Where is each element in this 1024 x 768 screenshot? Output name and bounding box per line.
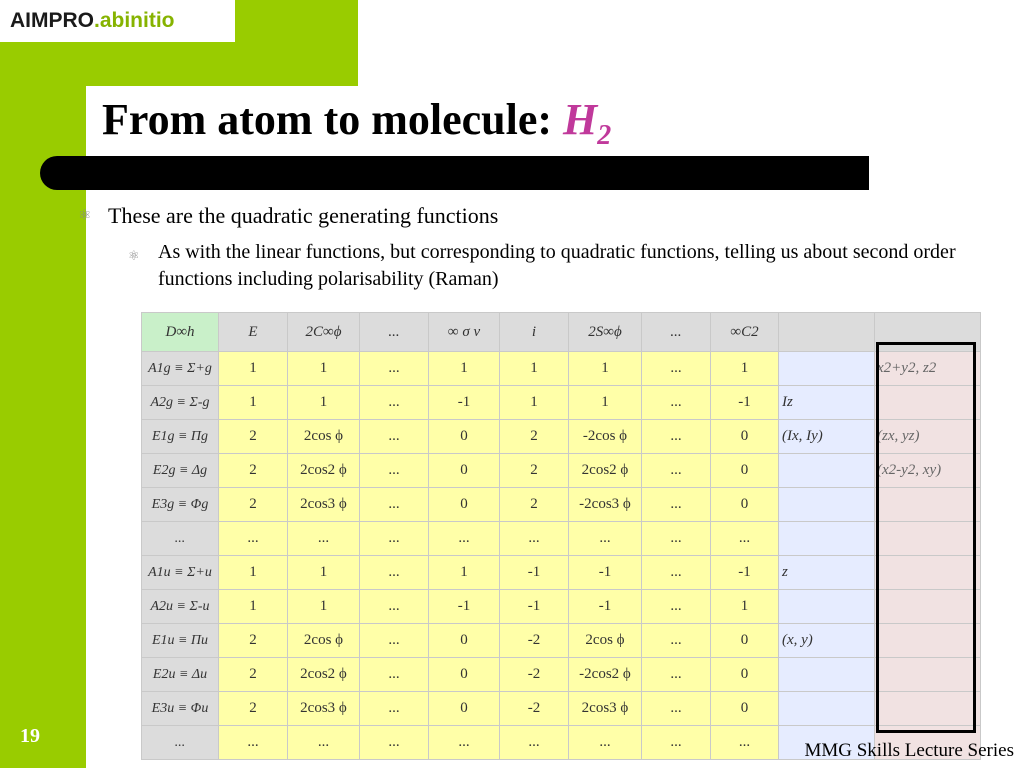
table-row [142,488,981,522]
character-value: ... [642,522,711,556]
character-value: -1 [569,590,642,624]
character-value: ... [360,454,429,488]
irrep-label: E2u ≡ Δu [142,658,219,692]
title-molecule-symbol: H [563,95,598,144]
character-value: 0 [429,692,500,726]
irrep-label: ... [142,522,219,556]
slide-title [102,94,611,152]
character-value: 2cos3 ϕ [569,692,642,726]
logo-part1: AIMPRO [10,9,94,32]
character-value: 0 [429,658,500,692]
character-value: -2 [500,692,569,726]
character-value: ... [219,726,288,760]
quadratic-function [875,590,981,624]
character-value: ... [360,522,429,556]
character-value: ... [288,522,360,556]
character-value: ... [642,454,711,488]
quadratic-function: (x2-y2, xy) [875,454,981,488]
character-value: ... [711,726,779,760]
title-underline-bar [40,156,869,190]
quadratic-function [875,692,981,726]
character-value: 2cos ϕ [288,624,360,658]
irrep-label: E3u ≡ Φu [142,692,219,726]
character-value: 0 [429,420,500,454]
character-value: ... [360,658,429,692]
character-value: 1 [569,386,642,420]
character-table [141,312,980,750]
character-value: ... [360,352,429,386]
character-value: ... [500,726,569,760]
character-value: ... [360,726,429,760]
character-value: -2 [500,624,569,658]
character-value: 0 [711,488,779,522]
character-value: ... [288,726,360,760]
table-row [142,454,981,488]
linear-function: Iz [779,386,875,420]
character-value: 1 [429,352,500,386]
character-value: 1 [219,556,288,590]
linear-function [779,352,875,386]
column-header: ∞ σ v [429,313,500,352]
atom-bullet-icon: ⚛ [78,208,92,224]
table-row [142,590,981,624]
character-value: 1 [569,352,642,386]
quadratic-function [875,522,981,556]
bullet-level2 [128,239,1008,293]
character-value: ... [219,522,288,556]
character-value: ... [569,726,642,760]
linear-function [779,692,875,726]
character-value: ... [500,522,569,556]
group-label: D∞h [142,313,219,352]
character-value: ... [360,488,429,522]
character-value: 1 [219,352,288,386]
quadratic-function: x2+y2, z2 [875,352,981,386]
character-value: ... [642,386,711,420]
table-row [142,420,981,454]
character-value: 2cos ϕ [288,420,360,454]
character-value: -1 [429,590,500,624]
logo [0,0,235,42]
quadratic-function [875,624,981,658]
character-value: 1 [219,386,288,420]
character-value: -2cos2 ϕ [569,658,642,692]
green-sidebar [0,0,86,768]
bullet-level1 [78,203,499,229]
column-header: ∞C2 [711,313,779,352]
character-value: 1 [288,352,360,386]
character-value: 1 [500,352,569,386]
irrep-label: ... [142,726,219,760]
character-value: ... [642,658,711,692]
column-header: ... [642,313,711,352]
character-value: 0 [711,692,779,726]
character-value: -1 [711,556,779,590]
irrep-label: E1u ≡ Πu [142,624,219,658]
table-row [142,522,981,556]
character-value: 1 [219,590,288,624]
table-row [142,658,981,692]
character-value: 0 [429,624,500,658]
table-row [142,556,981,590]
character-value: 0 [711,454,779,488]
irrep-label: E3g ≡ Φg [142,488,219,522]
character-value: ... [642,590,711,624]
character-value: 2cos2 ϕ [288,454,360,488]
atom-bullet-icon: ⚛ [128,248,140,263]
linear-function [779,488,875,522]
character-value: 2 [219,624,288,658]
character-value: 2cos3 ϕ [288,488,360,522]
character-value: ... [360,420,429,454]
character-value: 2 [219,420,288,454]
character-value: 2 [219,488,288,522]
character-value: ... [569,522,642,556]
character-value: 2 [219,454,288,488]
character-value: -1 [500,556,569,590]
title-molecule-subscript: 2 [597,119,612,151]
table-row [142,692,981,726]
character-value: ... [429,522,500,556]
linear-function [779,658,875,692]
character-value: 1 [288,590,360,624]
table-row [142,386,981,420]
character-value: ... [642,556,711,590]
slide-number: 19 [20,725,40,747]
character-value: -1 [569,556,642,590]
column-header [779,313,875,352]
character-value: -2cos ϕ [569,420,642,454]
character-value: ... [360,556,429,590]
character-value: 2 [500,420,569,454]
character-value: -1 [711,386,779,420]
irrep-label: A2g ≡ Σ-g [142,386,219,420]
character-value: 1 [711,352,779,386]
irrep-label: E1g ≡ Πg [142,420,219,454]
character-value: 0 [711,420,779,454]
logo-text [10,9,175,33]
column-header: i [500,313,569,352]
title-text: From atom to molecule: [102,95,564,144]
table-header-row [142,313,981,352]
character-value: 0 [429,488,500,522]
character-value: ... [429,726,500,760]
character-value: ... [642,726,711,760]
quadratic-function [875,658,981,692]
character-value: 2 [500,454,569,488]
character-value: 2cos2 ϕ [288,658,360,692]
character-value: -1 [500,590,569,624]
bullet-level2-text: As with the linear functions, but corresponding to quadratic functions, telling us about second order functions including polarisability (Raman) [158,241,956,290]
title-molecule [563,95,612,151]
character-value: -1 [429,386,500,420]
character-value: ... [642,420,711,454]
character-value: 2 [500,488,569,522]
character-value: ... [711,522,779,556]
linear-function [779,522,875,556]
character-value: -2cos3 ϕ [569,488,642,522]
character-table-grid [141,312,981,760]
irrep-label: E2g ≡ Δg [142,454,219,488]
character-value: 1 [711,590,779,624]
column-header: 2C∞ϕ [288,313,360,352]
character-value: 2cos2 ϕ [569,454,642,488]
character-value: ... [642,624,711,658]
quadratic-function [875,556,981,590]
character-value: 0 [711,624,779,658]
character-value: ... [360,624,429,658]
character-value: 0 [429,454,500,488]
quadratic-function: (zx, yz) [875,420,981,454]
linear-function: (x, y) [779,624,875,658]
character-value: ... [360,386,429,420]
character-value: 1 [288,556,360,590]
linear-function: (Ix, Iy) [779,420,875,454]
character-value: 1 [429,556,500,590]
linear-function: z [779,556,875,590]
character-value: ... [642,488,711,522]
column-header: E [219,313,288,352]
character-value: 2cos3 ϕ [288,692,360,726]
column-header: 2S∞ϕ [569,313,642,352]
character-value: -2 [500,658,569,692]
table-row [142,352,981,386]
character-value: 2cos ϕ [569,624,642,658]
character-value: 2 [219,692,288,726]
character-value: 1 [500,386,569,420]
linear-function [779,454,875,488]
character-value: 1 [288,386,360,420]
quadratic-function [875,386,981,420]
character-value: 0 [711,658,779,692]
bullet-level1-text: These are the quadratic generating functions [108,203,499,228]
logo-part2: .abinitio [94,9,175,32]
column-header [875,313,981,352]
quadratic-function [875,488,981,522]
character-value: ... [360,590,429,624]
footer-text: MMG Skills Lecture Series [804,740,1014,761]
character-value: ... [642,352,711,386]
irrep-label: A2u ≡ Σ-u [142,590,219,624]
character-value: ... [642,692,711,726]
linear-function [779,590,875,624]
character-value: ... [360,692,429,726]
column-header: ... [360,313,429,352]
irrep-label: A1u ≡ Σ+u [142,556,219,590]
character-value: 2 [219,658,288,692]
irrep-label: A1g ≡ Σ+g [142,352,219,386]
table-row [142,624,981,658]
